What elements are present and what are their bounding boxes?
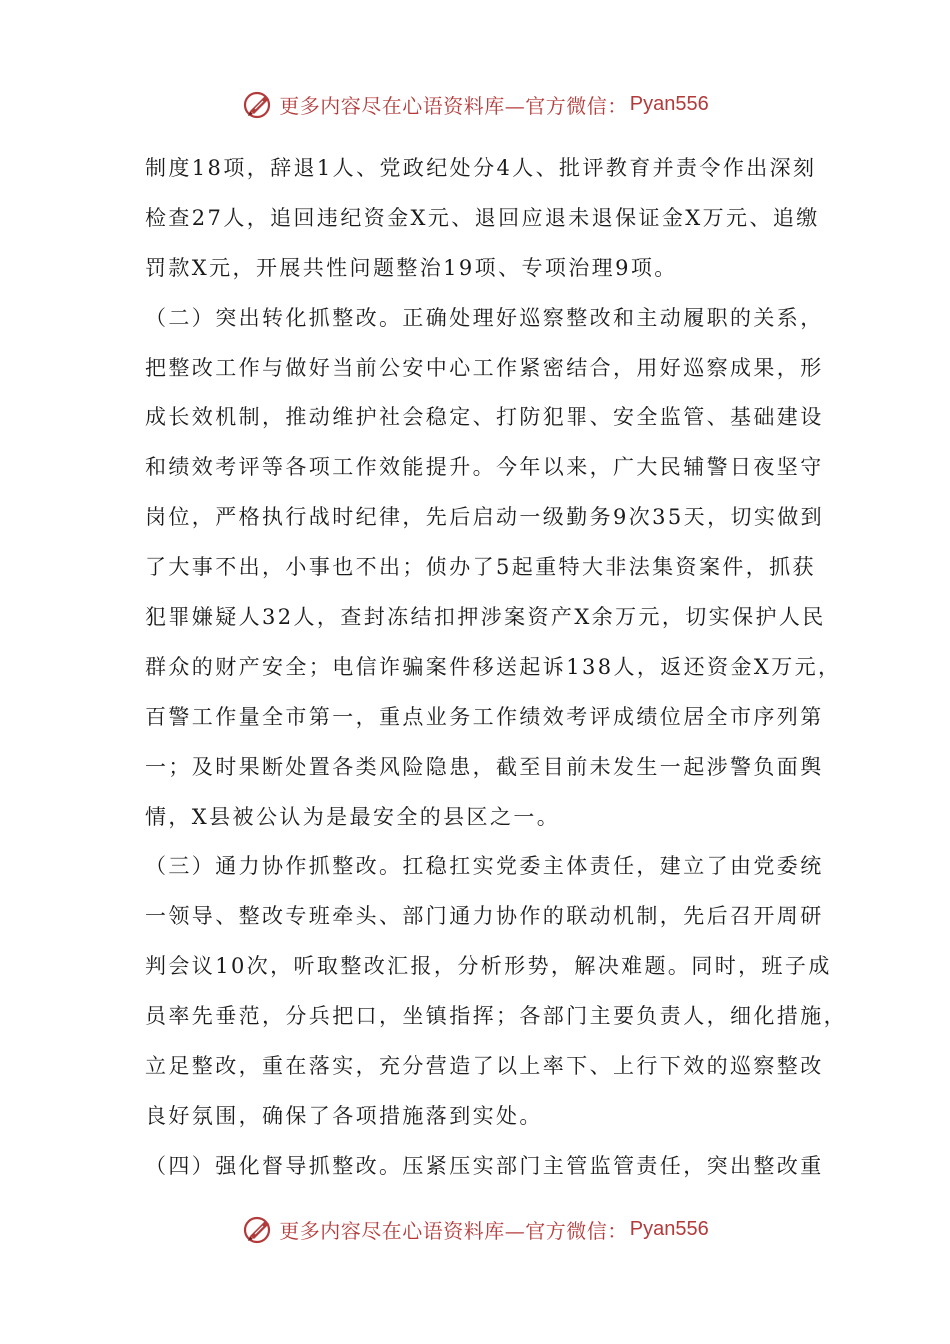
text-line: 犯罪嫌疑人32人，查封冻结扣押涉案资产X余万元，切实保护人民 <box>145 605 826 630</box>
text-line: 制度18项，辞退1人、党政纪处分4人、批评教育并责令作出深刻 <box>145 156 817 180</box>
text-line: 员率先垂范，分兵把口，坐镇指挥；各部门主要负责人，细化措施， <box>145 1004 847 1029</box>
pen-logo-icon <box>241 87 275 121</box>
text-line: 一；及时果断处置各类风险隐患，截至目前未发生一起涉警负面舆 <box>145 754 824 779</box>
watermark-handle: Pyan556 <box>629 92 709 115</box>
text-line: 情，X县被公认为是最安全的县区之一。 <box>145 804 561 829</box>
document-body <box>145 144 847 1192</box>
text-line: 检查27人，追回违纪资金X元、退回应退未退保证金X万元、追缴 <box>145 205 820 230</box>
text-line: 百警工作量全市第一，重点业务工作绩效考评成绩位居全市序列第 <box>145 704 824 729</box>
text-line: 了大事不出，小事也不出；侦办了5起重特大非法集资案件，抓获 <box>145 555 816 580</box>
watermark-handle: Pyan556 <box>629 1217 709 1240</box>
watermark-text: 更多内容尽在心语资料库—官方微信： <box>279 1218 628 1243</box>
text-line: （四）强化督导抓整改。压紧压实部门主管监管责任，突出整改重 <box>145 1153 824 1178</box>
text-line: 和绩效考评等各项工作效能提升。今年以来，广大民辅警日夜坚守 <box>145 455 824 480</box>
text-line: 岗位，严格执行战时纪律，先后启动一级勤务9次35天，切实做到 <box>145 505 825 530</box>
pen-logo-icon <box>241 1212 275 1246</box>
text-line: 良好氛围，确保了各项措施落到实处。 <box>145 1103 543 1128</box>
text-line: 一领导、整改专班牵头、部门通力协作的联动机制，先后召开周研 <box>145 904 824 929</box>
text-line: （二）突出转化抓整改。正确处理好巡察整改和主动履职的关系， <box>145 305 824 330</box>
text-line: 立足整改，重在落实，充分营造了以上率下、上行下效的巡察整改 <box>145 1054 824 1079</box>
text-line: 群众的财产安全；电信诈骗案件移送起诉138人，返还资金X万元， <box>145 654 842 679</box>
watermark-text: 更多内容尽在心语资料库—官方微信： <box>279 93 628 118</box>
text-line: 成长效机制，推动维护社会稳定、打防犯罪、安全监管、基础建设 <box>145 405 824 430</box>
header-watermark <box>0 84 950 124</box>
text-line: （三）通力协作抓整改。扛稳扛实党委主体责任，建立了由党委统 <box>145 854 824 879</box>
text-line: 把整改工作与做好当前公安中心工作紧密结合，用好巡察成果，形 <box>145 355 824 380</box>
text-line: 罚款X元，开展共性问题整治19项、专项治理9项。 <box>145 255 678 280</box>
footer-watermark <box>0 1209 950 1249</box>
text-line: 判会议10次，听取整改汇报，分析形势，解决难题。同时，班子成 <box>145 954 832 979</box>
